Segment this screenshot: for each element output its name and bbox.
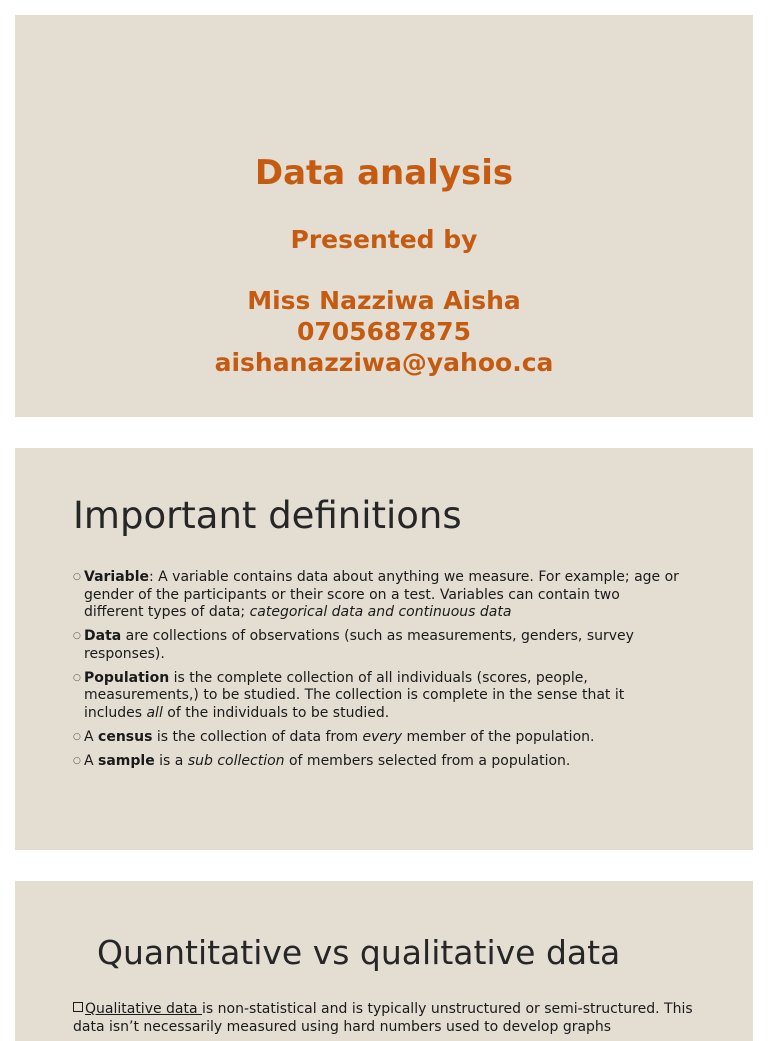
slide-title: Data analysis bbox=[254, 153, 514, 193]
presenter-phone: 0705687875 bbox=[297, 317, 471, 346]
slide-heading: Important definitions bbox=[73, 494, 462, 537]
definition-text: are collections of observations (such as measurements, genders, survey responses). bbox=[84, 628, 634, 662]
qualitative-paragraph bbox=[73, 1001, 713, 1036]
definition-text: is the collection of data from bbox=[152, 728, 363, 745]
bullet-icon: ○ bbox=[73, 731, 81, 742]
definition-italic: every bbox=[362, 728, 403, 745]
qualitative-text: is non-statistical and is typically unstructured or semi-structured. This data isn’t necessarily measured using hard numbers used to develop graphs bbox=[73, 1001, 693, 1035]
list-item bbox=[73, 569, 683, 622]
bullet-icon: ○ bbox=[73, 631, 81, 641]
definitions-list bbox=[73, 569, 683, 777]
presenter-name: Miss Nazziwa Aisha bbox=[247, 286, 521, 315]
presenter-contact bbox=[15, 285, 753, 378]
definitions-slide bbox=[15, 448, 753, 850]
presented-by-label: Presented by bbox=[290, 225, 478, 254]
bullet-icon: ○ bbox=[73, 572, 81, 582]
definition-italic: categorical data and continuous data bbox=[249, 604, 512, 620]
bullet-icon: ○ bbox=[73, 672, 81, 683]
definition-prefix: A bbox=[84, 728, 99, 745]
definition-text: of the individuals to be studied. bbox=[162, 704, 390, 721]
definition-italic: sub collection bbox=[187, 752, 285, 769]
checkbox-bullet-icon bbox=[73, 1002, 83, 1012]
definition-text: is the complete collection of all individuals (scores, people, measurements,) to be studied. The collection is complete in the sense that it includes bbox=[84, 669, 625, 721]
definition-text: is a bbox=[154, 752, 188, 769]
term: Data bbox=[84, 628, 122, 644]
slide-heading: Quantitative vs qualitative data bbox=[97, 933, 621, 972]
definition-prefix: A bbox=[84, 752, 99, 769]
list-item bbox=[73, 628, 683, 663]
definition-italic: all bbox=[146, 704, 163, 721]
term: sample bbox=[98, 752, 155, 769]
qualitative-term: Qualitative data bbox=[85, 1001, 203, 1017]
presenter-email: aishanazziwa@yahoo.ca bbox=[214, 348, 554, 377]
term: census bbox=[98, 728, 153, 745]
bullet-icon: ○ bbox=[73, 755, 81, 766]
list-item bbox=[73, 753, 683, 771]
quantitative-qualitative-slide bbox=[15, 881, 753, 1041]
list-item bbox=[73, 670, 683, 723]
list-item bbox=[73, 729, 683, 747]
term: Variable bbox=[84, 569, 149, 585]
definition-text: : A variable contains data about anything we measure. For example; age or gender of the participants or their score on a test. Variables can contain two different types of data; bbox=[84, 569, 679, 620]
definition-text: member of the population. bbox=[402, 728, 595, 745]
term: Population bbox=[84, 669, 170, 686]
definition-text: of members selected from a population. bbox=[284, 752, 571, 769]
title-slide bbox=[15, 15, 753, 417]
